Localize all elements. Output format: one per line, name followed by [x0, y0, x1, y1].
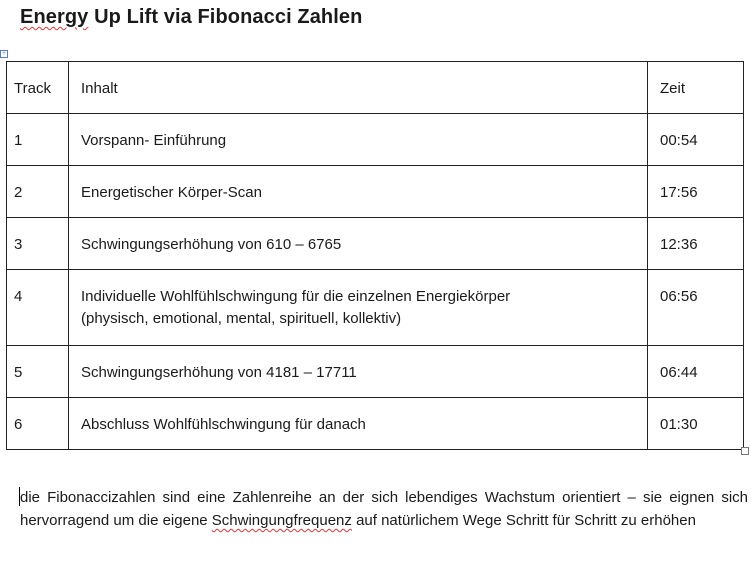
cell-inhalt-line: Schwingungserhöhung von 610 – 6765 — [81, 236, 342, 253]
document-title[interactable] — [20, 6, 362, 29]
cell-inhalt-line: Individuelle Wohlfühlschwingung für die einzelnen Energiekörper — [81, 288, 511, 305]
cell-zeit[interactable]: 06:56 — [648, 270, 744, 346]
cell-track[interactable]: 1 — [7, 114, 69, 166]
cell-inhalt[interactable] — [69, 398, 648, 450]
table-row — [7, 166, 744, 218]
paragraph-text-before: die Fibonaccizahlen sind eine Zahlenreihe an der sich lebendiges Wachstum orientiert – sie eignen sich hervorragend um die eigene — [20, 489, 748, 529]
table-row — [7, 346, 744, 398]
table-row — [7, 270, 744, 346]
title-spellcheck-word[interactable]: Energy — [20, 6, 89, 28]
cell-zeit[interactable]: 06:44 — [648, 346, 744, 398]
cell-zeit[interactable]: 17:56 — [648, 166, 744, 218]
cell-zeit[interactable]: 12:36 — [648, 218, 744, 270]
cell-track[interactable]: 3 — [7, 218, 69, 270]
header-track[interactable]: Track — [7, 62, 69, 114]
cell-track[interactable]: 5 — [7, 346, 69, 398]
cell-zeit[interactable]: 00:54 — [648, 114, 744, 166]
table-row — [7, 398, 744, 450]
cell-track[interactable]: 4 — [7, 270, 69, 346]
header-zeit[interactable]: Zeit — [648, 62, 744, 114]
cell-inhalt-line: Vorspann- Einführung — [81, 132, 227, 149]
cell-inhalt[interactable] — [69, 166, 648, 218]
paragraph-spellcheck-word[interactable]: Schwingungfrequenz — [211, 512, 352, 529]
cell-zeit[interactable]: 01:30 — [648, 398, 744, 450]
cell-track[interactable]: 2 — [7, 166, 69, 218]
cell-inhalt-line: Abschluss Wohlfühlschwingung für danach — [81, 416, 366, 433]
cell-inhalt[interactable] — [69, 270, 648, 346]
cell-inhalt[interactable] — [69, 218, 648, 270]
table-row — [7, 114, 744, 166]
track-table — [6, 61, 744, 450]
cell-inhalt-line: Schwingungserhöhung von 4181 – 17711 — [81, 364, 357, 381]
table-header-row — [7, 62, 744, 114]
header-inhalt[interactable]: Inhalt — [69, 62, 648, 114]
body-paragraph[interactable] — [20, 486, 748, 532]
table-move-handle-icon[interactable]: + — [0, 50, 8, 58]
cell-track[interactable]: 6 — [7, 398, 69, 450]
cell-inhalt[interactable] — [69, 346, 648, 398]
cell-inhalt[interactable] — [69, 114, 648, 166]
cell-inhalt-line: (physisch, emotional, mental, spirituell, kollektiv) — [81, 310, 402, 327]
paragraph-text-after: auf natürlichem Wege Schritt für Schritt zu erhöhen — [351, 512, 696, 529]
table-resize-handle[interactable] — [741, 447, 749, 455]
table-row — [7, 218, 744, 270]
cell-inhalt-line: Energetischer Körper-Scan — [81, 184, 262, 201]
title-text-after: Up Lift via Fibonacci Zahlen — [88, 6, 363, 28]
